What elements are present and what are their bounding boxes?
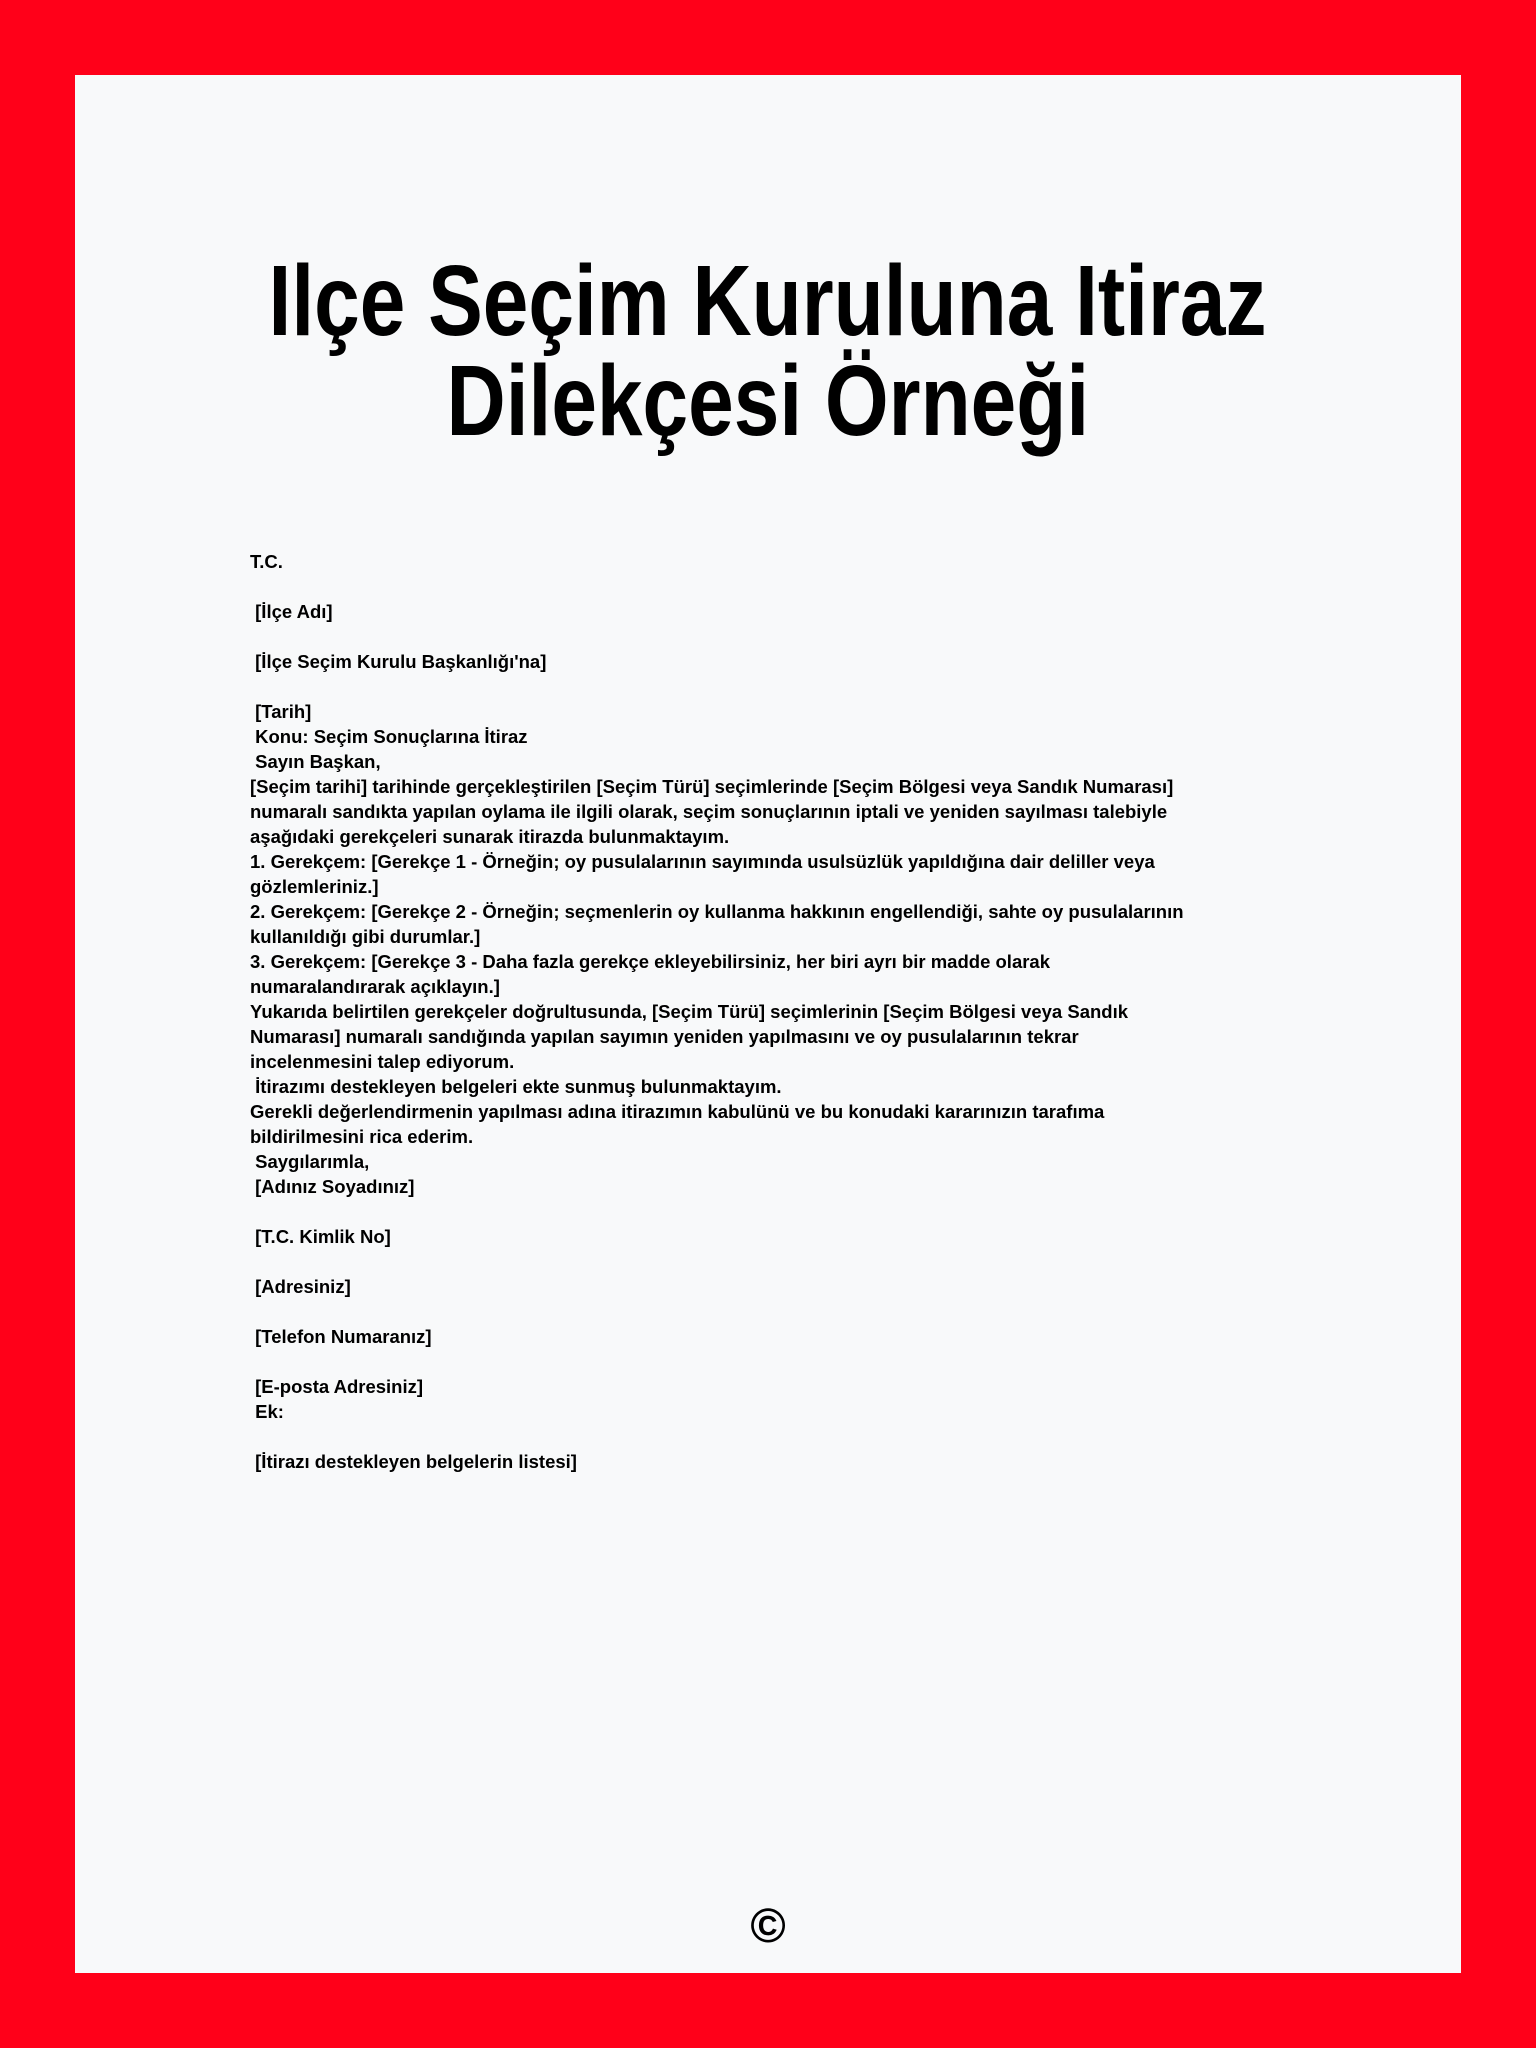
page-title <box>75 245 1461 457</box>
body-line: bildirilmesini rica ederim. <box>250 1126 474 1147</box>
body-line: [Adresiniz] <box>250 1276 351 1297</box>
body-line: İtirazımı destekleyen belgeleri ekte sunmuş bulunmaktayım. <box>250 1076 782 1097</box>
body-line: [İlçe Adı] <box>250 601 333 622</box>
body-line <box>250 674 1310 699</box>
body-line: [İlçe Seçim Kurulu Başkanlığı'na] <box>250 651 547 672</box>
body-line: numaralı sandıkta yapılan oylama ile ilgili olarak, seçim sonuçlarının iptali ve yeniden sayılması talebiyle <box>250 801 1168 822</box>
body-line: 3. Gerekçem: [Gerekçe 3 - Daha fazla gerekçe ekleyebilirsiniz, her biri ayrı bir madde olarak <box>250 951 1051 972</box>
body-line: Saygılarımla, <box>250 1151 370 1172</box>
body-line: T.C. <box>250 551 283 572</box>
petition-body <box>250 549 1310 1474</box>
body-line: numaralandırarak açıklayın.] <box>250 976 500 997</box>
title-line-2: Dilekçesi Örneği <box>446 345 1090 457</box>
body-line: [Seçim tarihi] tarihinde gerçekleştirilen [Seçim Türü] seçimlerinde [Seçim Bölgesi veya Sandık Numarası] <box>250 776 1174 797</box>
body-line <box>250 1249 1310 1274</box>
body-line: [Telefon Numaranız] <box>250 1326 432 1347</box>
body-line: incelenmesini talep ediyorum. <box>250 1051 515 1072</box>
body-line: Numarası] numaralı sandığında yapılan sayımın yeniden yapılmasını ve oy pusulalarının tekrar <box>250 1026 1079 1047</box>
body-line: 2. Gerekçem: [Gerekçe 2 - Örneğin; seçmenlerin oy kullanma hakkının engellendiği, sahte oy pusulalarının <box>250 901 1184 922</box>
body-line: Yukarıda belirtilen gerekçeler doğrultusunda, [Seçim Türü] seçimlerinin [Seçim Bölgesi veya Sandık <box>250 1001 1129 1022</box>
body-line: aşağıdaki gerekçeleri sunarak itirazda bulunmaktayım. <box>250 826 730 847</box>
body-line <box>250 1424 1310 1449</box>
body-line <box>250 574 1310 599</box>
body-line: kullanıldığı gibi durumlar.] <box>250 926 481 947</box>
body-line: Ek: <box>250 1401 284 1422</box>
body-line <box>250 1349 1310 1374</box>
body-line: Sayın Başkan, <box>250 751 381 772</box>
copyright-icon: © <box>750 1900 786 1953</box>
body-line: [T.C. Kimlik No] <box>250 1226 391 1247</box>
body-line: Konu: Seçim Sonuçlarına İtiraz <box>250 726 528 747</box>
title-line-1: Ilçe Seçim Kuruluna Itiraz <box>269 245 1267 357</box>
body-line: [Tarih] <box>250 701 312 722</box>
body-line <box>250 1299 1310 1324</box>
body-line: [E-posta Adresiniz] <box>250 1376 424 1397</box>
body-line: [İtirazı destekleyen belgelerin listesi] <box>250 1451 577 1472</box>
body-line: 1. Gerekçem: [Gerekçe 1 - Örneğin; oy pusulalarının sayımında usulsüzlük yapıldığına dair deliller veya <box>250 851 1155 872</box>
body-line <box>250 624 1310 649</box>
body-line <box>250 1199 1310 1224</box>
document-page <box>75 75 1461 1973</box>
body-line: Gerekli değerlendirmenin yapılması adına itirazımın kabulünü ve bu konudaki kararınızın tarafıma <box>250 1101 1105 1122</box>
body-line: [Adınız Soyadınız] <box>250 1176 415 1197</box>
body-line: gözlemleriniz.] <box>250 876 379 897</box>
